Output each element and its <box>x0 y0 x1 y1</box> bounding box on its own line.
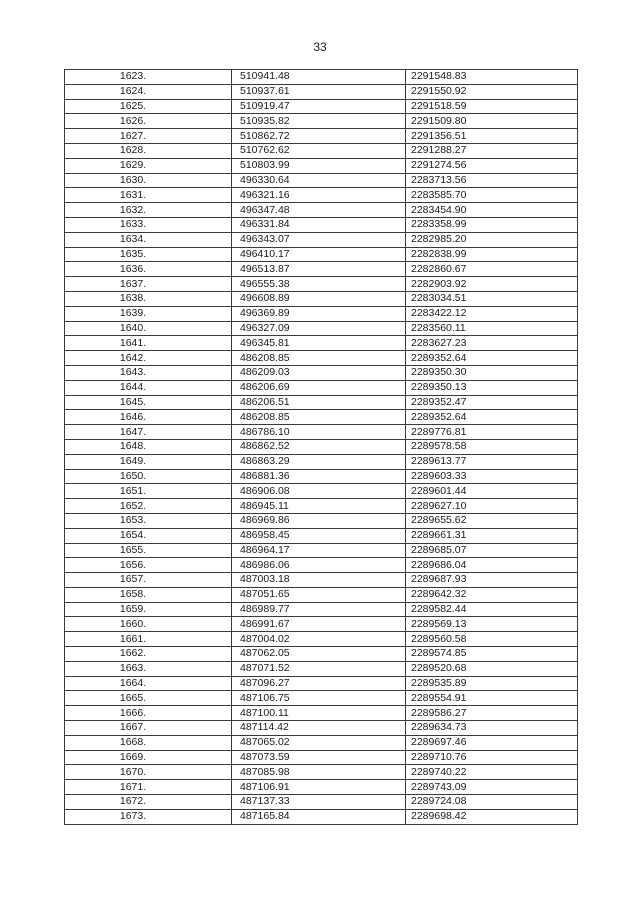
x-coordinate-cell: 496555.38 <box>232 277 406 292</box>
y-coordinate-cell: 2289776.81 <box>406 425 578 440</box>
x-coordinate-cell: 510762.62 <box>232 143 406 158</box>
x-coordinate-cell: 487106.91 <box>232 780 406 795</box>
point-number-cell: 1673. <box>65 809 232 824</box>
y-coordinate-cell: 2289560.58 <box>406 632 578 647</box>
x-coordinate-cell: 486989.77 <box>232 602 406 617</box>
point-number-cell: 1637. <box>65 277 232 292</box>
point-number-cell: 1664. <box>65 676 232 691</box>
coordinates-table-body <box>65 70 578 825</box>
point-number-cell: 1645. <box>65 395 232 410</box>
table-row <box>65 129 578 144</box>
table-row <box>65 114 578 129</box>
point-number-cell: 1653. <box>65 513 232 528</box>
y-coordinate-cell: 2289685.07 <box>406 543 578 558</box>
table-row <box>65 721 578 736</box>
point-number-cell: 1652. <box>65 499 232 514</box>
y-coordinate-cell: 2289642.32 <box>406 587 578 602</box>
x-coordinate-cell: 510935.82 <box>232 114 406 129</box>
point-number-cell: 1631. <box>65 188 232 203</box>
y-coordinate-cell: 2282860.67 <box>406 262 578 277</box>
x-coordinate-cell: 496369.89 <box>232 306 406 321</box>
x-coordinate-cell: 486945.11 <box>232 499 406 514</box>
table-row <box>65 661 578 676</box>
table-row <box>65 795 578 810</box>
point-number-cell: 1662. <box>65 647 232 662</box>
y-coordinate-cell: 2289613.77 <box>406 454 578 469</box>
table-row <box>65 321 578 336</box>
point-number-cell: 1634. <box>65 232 232 247</box>
table-row <box>65 158 578 173</box>
y-coordinate-cell: 2289743.09 <box>406 780 578 795</box>
table-row <box>65 484 578 499</box>
table-row <box>65 558 578 573</box>
table-row <box>65 543 578 558</box>
x-coordinate-cell: 486906.08 <box>232 484 406 499</box>
table-row <box>65 173 578 188</box>
x-coordinate-cell: 487003.18 <box>232 573 406 588</box>
x-coordinate-cell: 487165.84 <box>232 809 406 824</box>
table-row <box>65 203 578 218</box>
point-number-cell: 1650. <box>65 469 232 484</box>
x-coordinate-cell: 496513.87 <box>232 262 406 277</box>
y-coordinate-cell: 2283560.11 <box>406 321 578 336</box>
point-number-cell: 1670. <box>65 765 232 780</box>
y-coordinate-cell: 2289655.62 <box>406 513 578 528</box>
y-coordinate-cell: 2289627.10 <box>406 499 578 514</box>
x-coordinate-cell: 510937.61 <box>232 84 406 99</box>
y-coordinate-cell: 2283422.12 <box>406 306 578 321</box>
x-coordinate-cell: 496327.09 <box>232 321 406 336</box>
point-number-cell: 1656. <box>65 558 232 573</box>
y-coordinate-cell: 2283358.99 <box>406 217 578 232</box>
y-coordinate-cell: 2289350.30 <box>406 365 578 380</box>
point-number-cell: 1666. <box>65 706 232 721</box>
y-coordinate-cell: 2289350.13 <box>406 380 578 395</box>
point-number-cell: 1629. <box>65 158 232 173</box>
x-coordinate-cell: 486209.03 <box>232 365 406 380</box>
y-coordinate-cell: 2291274.56 <box>406 158 578 173</box>
table-row <box>65 513 578 528</box>
x-coordinate-cell: 487106.75 <box>232 691 406 706</box>
point-number-cell: 1654. <box>65 528 232 543</box>
point-number-cell: 1639. <box>65 306 232 321</box>
x-coordinate-cell: 496343.07 <box>232 232 406 247</box>
table-row <box>65 617 578 632</box>
table-row <box>65 188 578 203</box>
x-coordinate-cell: 510862.72 <box>232 129 406 144</box>
y-coordinate-cell: 2289601.44 <box>406 484 578 499</box>
table-row <box>65 262 578 277</box>
x-coordinate-cell: 496608.89 <box>232 291 406 306</box>
x-coordinate-cell: 496347.48 <box>232 203 406 218</box>
table-row <box>65 232 578 247</box>
x-coordinate-cell: 496345.81 <box>232 336 406 351</box>
y-coordinate-cell: 2289634.73 <box>406 721 578 736</box>
x-coordinate-cell: 487065.02 <box>232 735 406 750</box>
x-coordinate-cell: 510919.47 <box>232 99 406 114</box>
point-number-cell: 1651. <box>65 484 232 499</box>
point-number-cell: 1671. <box>65 780 232 795</box>
point-number-cell: 1663. <box>65 661 232 676</box>
y-coordinate-cell: 2282838.99 <box>406 247 578 262</box>
x-coordinate-cell: 486958.45 <box>232 528 406 543</box>
point-number-cell: 1643. <box>65 365 232 380</box>
y-coordinate-cell: 2289686.04 <box>406 558 578 573</box>
table-row <box>65 425 578 440</box>
y-coordinate-cell: 2289535.89 <box>406 676 578 691</box>
point-number-cell: 1672. <box>65 795 232 810</box>
x-coordinate-cell: 486206.69 <box>232 380 406 395</box>
x-coordinate-cell: 486863.29 <box>232 454 406 469</box>
point-number-cell: 1624. <box>65 84 232 99</box>
y-coordinate-cell: 2291518.59 <box>406 99 578 114</box>
x-coordinate-cell: 487073.59 <box>232 750 406 765</box>
x-coordinate-cell: 486786.10 <box>232 425 406 440</box>
point-number-cell: 1655. <box>65 543 232 558</box>
x-coordinate-cell: 487085.98 <box>232 765 406 780</box>
y-coordinate-cell: 2291548.83 <box>406 70 578 85</box>
table-row <box>65 809 578 824</box>
y-coordinate-cell: 2289520.68 <box>406 661 578 676</box>
table-row <box>65 780 578 795</box>
point-number-cell: 1647. <box>65 425 232 440</box>
table-row <box>65 306 578 321</box>
y-coordinate-cell: 2289710.76 <box>406 750 578 765</box>
table-row <box>65 602 578 617</box>
point-number-cell: 1625. <box>65 99 232 114</box>
table-row <box>65 676 578 691</box>
table-row <box>65 247 578 262</box>
point-number-cell: 1627. <box>65 129 232 144</box>
y-coordinate-cell: 2283034.51 <box>406 291 578 306</box>
table-row <box>65 410 578 425</box>
table-row <box>65 70 578 85</box>
y-coordinate-cell: 2289586.27 <box>406 706 578 721</box>
y-coordinate-cell: 2289687.93 <box>406 573 578 588</box>
x-coordinate-cell: 496330.64 <box>232 173 406 188</box>
table-row <box>65 143 578 158</box>
table-row <box>65 750 578 765</box>
x-coordinate-cell: 510941.48 <box>232 70 406 85</box>
x-coordinate-cell: 487137.33 <box>232 795 406 810</box>
point-number-cell: 1644. <box>65 380 232 395</box>
coordinates-table <box>64 69 578 825</box>
point-number-cell: 1641. <box>65 336 232 351</box>
table-row <box>65 395 578 410</box>
table-row <box>65 439 578 454</box>
point-number-cell: 1623. <box>65 70 232 85</box>
table-row <box>65 706 578 721</box>
table-row <box>65 469 578 484</box>
table-row <box>65 735 578 750</box>
y-coordinate-cell: 2289352.64 <box>406 410 578 425</box>
table-row <box>65 528 578 543</box>
point-number-cell: 1638. <box>65 291 232 306</box>
point-number-cell: 1669. <box>65 750 232 765</box>
x-coordinate-cell: 486206.51 <box>232 395 406 410</box>
table-row <box>65 336 578 351</box>
y-coordinate-cell: 2289554.91 <box>406 691 578 706</box>
table-row <box>65 632 578 647</box>
y-coordinate-cell: 2291356.51 <box>406 129 578 144</box>
y-coordinate-cell: 2289578.58 <box>406 439 578 454</box>
x-coordinate-cell: 496410.17 <box>232 247 406 262</box>
table-row <box>65 99 578 114</box>
table-row <box>65 691 578 706</box>
x-coordinate-cell: 487051.65 <box>232 587 406 602</box>
x-coordinate-cell: 487100.11 <box>232 706 406 721</box>
table-row <box>65 217 578 232</box>
point-number-cell: 1660. <box>65 617 232 632</box>
y-coordinate-cell: 2289569.13 <box>406 617 578 632</box>
table-row <box>65 365 578 380</box>
table-row <box>65 647 578 662</box>
point-number-cell: 1665. <box>65 691 232 706</box>
point-number-cell: 1657. <box>65 573 232 588</box>
table-row <box>65 454 578 469</box>
y-coordinate-cell: 2283627.23 <box>406 336 578 351</box>
x-coordinate-cell: 496321.16 <box>232 188 406 203</box>
y-coordinate-cell: 2289352.47 <box>406 395 578 410</box>
point-number-cell: 1628. <box>65 143 232 158</box>
x-coordinate-cell: 510803.99 <box>232 158 406 173</box>
x-coordinate-cell: 486969.86 <box>232 513 406 528</box>
table-row <box>65 291 578 306</box>
x-coordinate-cell: 486208.85 <box>232 410 406 425</box>
y-coordinate-cell: 2289698.42 <box>406 809 578 824</box>
table-row <box>65 765 578 780</box>
point-number-cell: 1633. <box>65 217 232 232</box>
x-coordinate-cell: 496331.84 <box>232 217 406 232</box>
table-row <box>65 587 578 602</box>
x-coordinate-cell: 486991.67 <box>232 617 406 632</box>
x-coordinate-cell: 486964.17 <box>232 543 406 558</box>
point-number-cell: 1646. <box>65 410 232 425</box>
point-number-cell: 1667. <box>65 721 232 736</box>
table-row <box>65 380 578 395</box>
x-coordinate-cell: 487062.05 <box>232 647 406 662</box>
x-coordinate-cell: 487096.27 <box>232 676 406 691</box>
table-row <box>65 277 578 292</box>
page-number: 33 <box>313 40 327 54</box>
point-number-cell: 1661. <box>65 632 232 647</box>
y-coordinate-cell: 2291509.80 <box>406 114 578 129</box>
y-coordinate-cell: 2291288.27 <box>406 143 578 158</box>
x-coordinate-cell: 486208.85 <box>232 351 406 366</box>
point-number-cell: 1640. <box>65 321 232 336</box>
point-number-cell: 1642. <box>65 351 232 366</box>
point-number-cell: 1630. <box>65 173 232 188</box>
y-coordinate-cell: 2282903.92 <box>406 277 578 292</box>
y-coordinate-cell: 2289697.46 <box>406 735 578 750</box>
y-coordinate-cell: 2289603.33 <box>406 469 578 484</box>
point-number-cell: 1668. <box>65 735 232 750</box>
y-coordinate-cell: 2289724.08 <box>406 795 578 810</box>
table-row <box>65 573 578 588</box>
table-row <box>65 84 578 99</box>
point-number-cell: 1659. <box>65 602 232 617</box>
point-number-cell: 1626. <box>65 114 232 129</box>
table-row <box>65 351 578 366</box>
y-coordinate-cell: 2283713.56 <box>406 173 578 188</box>
y-coordinate-cell: 2289582.44 <box>406 602 578 617</box>
y-coordinate-cell: 2289661.31 <box>406 528 578 543</box>
y-coordinate-cell: 2289352.64 <box>406 351 578 366</box>
y-coordinate-cell: 2283454.90 <box>406 203 578 218</box>
x-coordinate-cell: 487004.02 <box>232 632 406 647</box>
point-number-cell: 1636. <box>65 262 232 277</box>
point-number-cell: 1632. <box>65 203 232 218</box>
point-number-cell: 1658. <box>65 587 232 602</box>
x-coordinate-cell: 486986.06 <box>232 558 406 573</box>
x-coordinate-cell: 486881.36 <box>232 469 406 484</box>
table-row <box>65 499 578 514</box>
point-number-cell: 1635. <box>65 247 232 262</box>
y-coordinate-cell: 2283585.70 <box>406 188 578 203</box>
x-coordinate-cell: 487114.42 <box>232 721 406 736</box>
x-coordinate-cell: 486862.52 <box>232 439 406 454</box>
y-coordinate-cell: 2282985.20 <box>406 232 578 247</box>
x-coordinate-cell: 487071.52 <box>232 661 406 676</box>
y-coordinate-cell: 2289740.22 <box>406 765 578 780</box>
point-number-cell: 1648. <box>65 439 232 454</box>
point-number-cell: 1649. <box>65 454 232 469</box>
y-coordinate-cell: 2289574.85 <box>406 647 578 662</box>
y-coordinate-cell: 2291550.92 <box>406 84 578 99</box>
